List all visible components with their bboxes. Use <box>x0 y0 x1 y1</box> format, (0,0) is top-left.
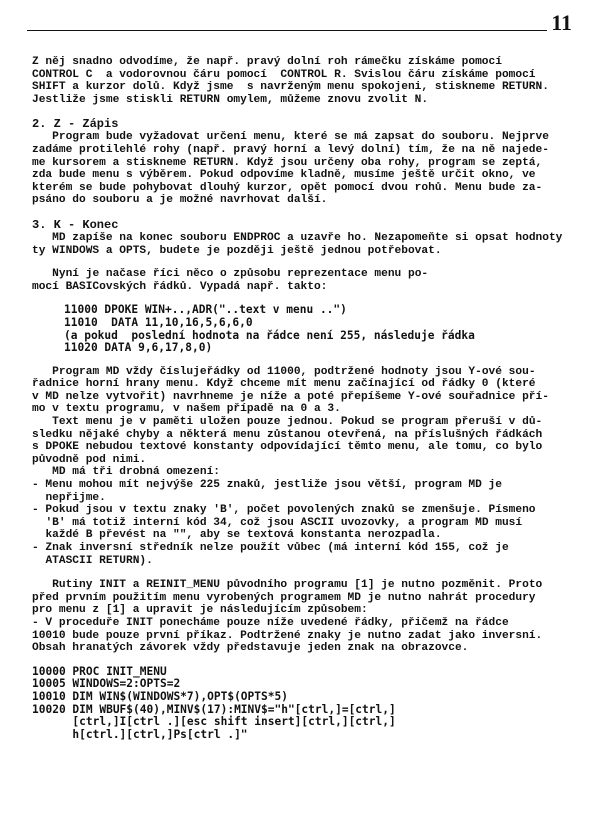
code-block-data-lines: 11000 DPOKE WIN+..,ADR("..text v menu ..") 11010 DATA 11,10,16,5,6,6,0 (a pokud poslední hodnota na řádce není 255, následuje řádka 11020 DATA 9,6,17,8,0) <box>64 303 475 355</box>
section-heading-zapis: 2. Z - Zápis <box>32 117 119 132</box>
paragraph-md-numbering: Program MD vždy číslujeřádky od 11000, podtržené hodnoty jsou Y-ové sou- řadnice horní hrany menu. Když chceme mít menu začínající od řádky 0 (které v MD nelze vytvořit) navrhneme je níže a poté přepíšeme Y-ové souřadnice pří- mo v textu programu, v našem případě na 0 a 3. Text menu je v paměti uložen pouze jednou. Pokud se program přeruší v dů- sledku nějaké chyby a některá menu zůstanou otevřená, na příslušných řádkách s DPOKE nebudou textové konstanty odpovídající těmto menu, ale tomu, co bylo původně pod nimi. MD má tři drobná omezení: <box>32 365 549 479</box>
list-item: - Pokud jsou v textu znaky 'B', počet povolených znaků se zmenšuje. Písmeno 'B' má totiž interní kód 34, což jsou ASCII uvozovky, a program MD musí každé B převést na "", aby se textová konstanta nerozpadla. <box>32 504 536 542</box>
section-heading-konec: 3. K - Konec <box>32 217 119 232</box>
paragraph-zapis: Program bude vyžadovat určení menu, které se má zapsat do souboru. Nejprve zadáme protilehlé rohy (např. pravý horní a levý dolní) tím, že na ně najede- me kursorem a stiskneme RETURN. Když jsou určeny oba rohy, program se zeptá, zda bude menu s výběrem. Pokud odpovíme kladně, musíme ještě určit okno, ve kterém se bude pohybovat dlouhý kurzor, opět pomocí dvou rohů. Menu bude za- psáno do souboru a je možné navrhovat další. <box>32 131 549 207</box>
page-number: 11 <box>551 10 572 35</box>
paragraph-init-changes: Rutiny INIT a REINIT_MENU původního programu [1] je nutno pozměnit. Proto před prvním použitím menu vyrobených programem MD je nutno nahrát procedury pro menu z [1] a upravit je následujícím způsobem: - V proceduře INIT ponecháme pouze níže uvedené řádky, přičemž na řádce 10010 bude pouze první příkaz. Podtržené znaky je nutno zadat jako inversní. Obsah hranatých závorek vždy představuje jeden znak na obrazovce. <box>32 579 543 655</box>
paragraph-controls: Z něj snadno odvodíme, že např. pravý dolní roh rámečku získáme pomocí CONTROL C a vodorovnou čáru pomocí CONTROL R. Svislou čáru získáme pomocí SHIFT a kurzor dolů. Když jsme s navrženým menu spokojeni, stiskneme RETURN. Jestliže jsme stiskli RETURN omylem, můžeme znovu zvolit N. <box>32 56 549 106</box>
paragraph-konec: MD zapíše na konec souboru ENDPROC a uzavře ho. Nezapomeňte si opsat hodnoty ty WINDOWS a OPTS, budete je později ještě jednou potřebovat. <box>32 231 563 257</box>
paragraph-representation-intro: Nyní je načase říci něco o způsobu reprezentace menu po- mocí BASICovských řádků. Vypadá např. takto: <box>32 268 429 293</box>
limitations-list <box>32 479 572 567</box>
list-item: - Menu mohou mít nejvýše 225 znaků, jestliže jsou větší, program MD je nepřijme. <box>32 479 502 504</box>
page-content <box>32 56 572 752</box>
header-rule <box>27 30 547 31</box>
code-block-init-menu: 10000 PROC INIT_MENU 10005 WINDOWS=2:OPTS=2 10010 DIM WIN$(WINDOWS*7),OPT$(OPTS*5) 10020 DIM WBUF$(40),MINV$(17):MINV$="h"[ctrl,]=[ctrl,] [ctrl,]I[ctrl .][esc shift insert][ctrl,][ctrl,] h[ctrl.][ctrl,]Ps[ctrl .]" <box>32 664 396 741</box>
list-item: - Znak inversní středník nelze použít vůbec (má interní kód 155, což je ATASCII RETURN). <box>32 542 509 567</box>
